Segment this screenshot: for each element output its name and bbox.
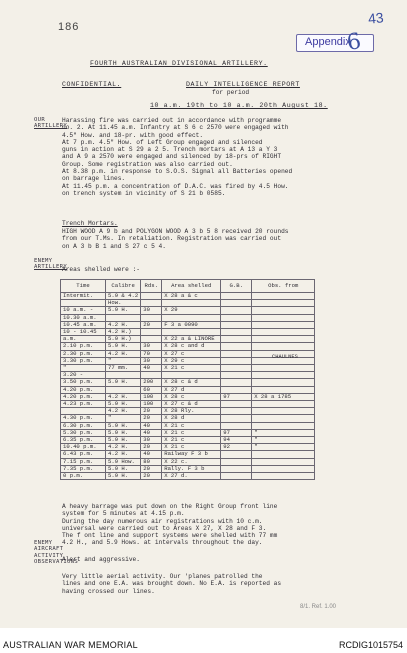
table-cell: X 22 c. <box>162 458 221 465</box>
report-period: 10 a.m. 19th to 10 a.m. 20th August 18. <box>150 102 328 109</box>
table-cell: 4.2 H.) <box>106 329 141 336</box>
table-cell: 5.9 H. <box>106 343 141 350</box>
table-cell: 4.20 p.m. <box>61 393 106 400</box>
table-cell: " <box>106 357 141 364</box>
table-cell: 2.30 p.m. <box>61 350 106 357</box>
table-cell: 30 <box>141 307 162 314</box>
table-cell <box>221 336 252 343</box>
table-cell <box>221 350 252 357</box>
table-cell: 4.23 p.m. <box>61 401 106 408</box>
table-row <box>61 321 315 328</box>
table-cell <box>221 321 252 328</box>
table-cell: 5.9 H. <box>106 429 141 436</box>
table-cell: X 28 c and d <box>162 343 221 350</box>
table-cell: 10.45 a.m. <box>61 321 106 328</box>
table-cell <box>221 307 252 314</box>
alert-line: Alert and aggressive. <box>62 556 140 563</box>
table-cell: F 3 a 0090 <box>162 321 221 328</box>
table-cell: " <box>252 444 315 451</box>
table-cell <box>252 293 315 300</box>
table-cell: X 28 a & c <box>162 293 221 300</box>
table-cell: 30 <box>141 357 162 364</box>
table-cell: 20 <box>141 465 162 472</box>
table-cell <box>221 415 252 422</box>
table-cell: 4.2 H. <box>106 321 141 328</box>
table-cell <box>221 357 252 364</box>
table-cell: " <box>252 429 315 436</box>
table-cell: 4.20 p.m. <box>61 386 106 393</box>
table-row <box>61 300 315 307</box>
table-cell <box>252 336 315 343</box>
table-cell <box>252 300 315 307</box>
table-cell <box>252 365 315 372</box>
margin-enemy-artillery: ENEMY ARTILLERY <box>34 258 68 271</box>
table-cell: 3.30 p.m. <box>61 357 106 364</box>
table-cell <box>221 300 252 307</box>
table-cell <box>252 473 315 480</box>
unit-heading: FOURTH AUSTRALIAN DIVISIONAL ARTILLERY. <box>90 60 268 67</box>
table-cell <box>252 415 315 422</box>
table-header-row <box>61 280 315 293</box>
table-cell <box>141 293 162 300</box>
table-cell: 3.50 p.m. <box>61 379 106 386</box>
table-cell: 10.40 p.m. <box>61 444 106 451</box>
table-cell: 100 <box>141 393 162 400</box>
table-cell: X 29 <box>162 307 221 314</box>
table-cell: 30 <box>141 343 162 350</box>
gb-note: CHAULNES <box>272 354 298 360</box>
pencil-note: 8/1. Ref. 1.00 <box>300 604 337 610</box>
table-cell: X 27 d. <box>162 473 221 480</box>
after-table-paragraph: A heavy barrage was put down on the Right Group front line system for 5 minutes at 4.15 p.m. During the day numerous air registrations with 10 c.m. universal were carried out to Areas X 27, X 28 and F 3. The f ont line and support systems were shelled with 77 mm 4.2 H., and 5.9 Hows. at intervals throughout the day. <box>62 503 278 547</box>
table-cell <box>141 329 162 336</box>
margin-enemy-activity: ENEMY AIRCRAFT ACTIVITY OBSERVATIONS <box>34 540 79 566</box>
folio-number-handwritten: 43 <box>367 9 385 27</box>
folio-number: 186 <box>58 21 80 33</box>
table-cell: X 21 c <box>162 437 221 444</box>
table-cell: Rally. F 3 b <box>162 465 221 472</box>
table-cell: 40 <box>141 422 162 429</box>
table-cell: 80 <box>141 458 162 465</box>
table-cell: X 21 c <box>162 422 221 429</box>
our-artillery-paragraph: Harassing fire was carried out in accordance with programme no. 2. At 11.45 a.m. Infantry at S 6 c 2570 were engaged with 4.5" How. and 18-pr. with good effect. At 7 p.m. 4.5" How. of Left Group engaged and silenced guns in action at S 29 a 2 5. Trench mortars at A 13 a Y 3 and A 9 a 2570 were engaged and silenced by 18-prs of RIGHT Group. Some registration was also carried out. At 8.38 p.m. in response to S.O.S. Signal all Batteries opened on barrage lines. At 11.45 p.m. a concentration of D.A.C. was fired by 4.5 How. on trench system in vicinity of S 21 b 0585. <box>62 117 293 197</box>
table-cell: 5.9 H. <box>106 401 141 408</box>
table-cell <box>252 379 315 386</box>
table-row <box>61 415 315 422</box>
table-cell <box>221 458 252 465</box>
table-cell: 100 <box>141 401 162 408</box>
col-time: Time <box>61 280 106 293</box>
table-cell: 77 mm. <box>106 365 141 372</box>
table-cell: 94 <box>221 437 252 444</box>
table-cell: 3.20 - <box>61 372 106 379</box>
trench-mortars-paragraph: HIGH WOOD A 9 b and POLYGON WOOD A 3 b 5 8 received 20 rounds from our T.Ms. In retaliation. Registration was carried out on A 3 b B 1 and S 27 c 5 4. <box>62 228 289 250</box>
table-cell <box>252 451 315 458</box>
table-cell: 70 <box>141 350 162 357</box>
report-title: DAILY INTELLIGENCE REPORT <box>186 81 300 88</box>
table-cell: X 28 d <box>162 415 221 422</box>
table-cell: 60 <box>141 386 162 393</box>
appendix-number: 6 <box>344 28 364 57</box>
table-cell <box>221 372 252 379</box>
table-row <box>61 429 315 436</box>
col-area: Area shelled <box>162 280 221 293</box>
table-cell: 97 <box>221 429 252 436</box>
classification: CONFIDENTIAL. <box>62 81 122 88</box>
table-cell: 20 <box>141 408 162 415</box>
col-obs: Obs. from <box>252 280 315 293</box>
table-cell: 10.30 a.m. <box>61 314 106 321</box>
table-cell <box>252 458 315 465</box>
table-cell: X 21 c <box>162 444 221 451</box>
table-cell: 6.35 p.m. <box>61 437 106 444</box>
table-cell: 10 a.m. - <box>61 307 106 314</box>
table-cell: 7.15 p.m. <box>61 458 106 465</box>
table-cell: X 28 c & d <box>162 379 221 386</box>
report-subtitle: for period <box>212 89 250 96</box>
table-cell: Railway F 3 b <box>162 451 221 458</box>
table-cell <box>252 422 315 429</box>
table-row <box>61 293 315 300</box>
table-cell: 20 <box>141 415 162 422</box>
table-cell <box>221 465 252 472</box>
table-cell <box>221 293 252 300</box>
table-cell <box>252 408 315 415</box>
margin-our-artillery: OUR ARTILLERY <box>34 117 68 130</box>
table-cell <box>221 365 252 372</box>
table-cell: 4.2 H. <box>106 408 141 415</box>
table-cell: 97 <box>221 393 252 400</box>
table-body <box>61 293 315 480</box>
table-cell: 4.2 H. <box>106 444 141 451</box>
table-cell <box>221 314 252 321</box>
table-cell: 5.9 H. <box>106 307 141 314</box>
table-cell: Intermit. <box>61 293 106 300</box>
table-cell: 4.2 H. <box>106 350 141 357</box>
table-cell <box>252 329 315 336</box>
table-cell: 10 - 10.45 <box>61 329 106 336</box>
table-cell: 5.9 H. <box>106 437 141 444</box>
table-cell: 2.10 p.m. <box>61 343 106 350</box>
table-row <box>61 343 315 350</box>
table-cell: 200 <box>141 379 162 386</box>
table-cell: 7.35 p.m. <box>61 465 106 472</box>
table-cell: 5.9 H. <box>106 422 141 429</box>
table-cell: 6.43 p.m. <box>61 451 106 458</box>
table-row <box>61 307 315 314</box>
table-cell: " <box>61 365 106 372</box>
table-cell: 6.30 p.m. <box>61 422 106 429</box>
table-cell: 5.30 p.m. <box>61 429 106 436</box>
table-cell <box>221 451 252 458</box>
table-cell: X 27 d <box>162 386 221 393</box>
col-gb: G.B. <box>221 280 252 293</box>
footer-archive-name: AUSTRALIAN WAR MEMORIAL <box>3 640 138 650</box>
table-cell: 0 p.m. <box>61 473 106 480</box>
table-row <box>61 408 315 415</box>
table-cell: X 21 c <box>162 365 221 372</box>
trench-mortars-heading: Trench Mortars. <box>62 220 118 227</box>
table-cell <box>252 321 315 328</box>
table-cell <box>221 379 252 386</box>
table-row <box>61 422 315 429</box>
table-cell: X 27 c & d <box>162 401 221 408</box>
table-cell: 30 <box>141 437 162 444</box>
areas-intro: Areas shelled were :- <box>62 266 140 273</box>
table-cell: 5.9 H. <box>106 473 141 480</box>
table-cell <box>252 465 315 472</box>
table-cell: a.m. <box>61 336 106 343</box>
footer-record-id: RCDIG1015754 <box>338 640 403 650</box>
table-row <box>61 473 315 480</box>
areas-shelled-table <box>60 279 315 480</box>
table-cell: 40 <box>141 365 162 372</box>
aerial-paragraph: Very little aerial activity. Our 'planes patrolled the lines and one E.A. was brought down. No E.A. is reported as having crossed our lines. <box>62 573 282 595</box>
table-cell: 4.2 H. <box>106 393 141 400</box>
table-cell: 4.30 p.m. <box>61 415 106 422</box>
table-cell: X 29 c <box>162 357 221 364</box>
table-row <box>61 437 315 444</box>
table-cell: X 28 a 1785 <box>252 393 315 400</box>
table-cell: 92 <box>221 444 252 451</box>
table-cell: 20 <box>141 473 162 480</box>
table-cell <box>221 473 252 480</box>
table-cell <box>221 401 252 408</box>
table-cell: 20 <box>141 444 162 451</box>
table-cell: 4.2 H. <box>106 451 141 458</box>
table-cell: " <box>106 415 141 422</box>
table-cell <box>221 343 252 350</box>
table-cell: 40 <box>141 451 162 458</box>
table-row <box>61 379 315 386</box>
table-cell <box>252 372 315 379</box>
table-row <box>61 365 315 372</box>
table-cell: X 21 c <box>162 429 221 436</box>
col-calibre: Calibre <box>106 280 141 293</box>
table-cell: 40 <box>141 429 162 436</box>
table-cell: 5.9 H.) <box>106 336 141 343</box>
table-cell: X 27 c <box>162 350 221 357</box>
table-cell: X 22 a & LINORE <box>162 336 221 343</box>
table-cell <box>221 408 252 415</box>
table-cell <box>252 343 315 350</box>
stamp-text: Appendix <box>305 36 351 48</box>
table-cell <box>252 314 315 321</box>
table-cell: 5.9 & 4.2 <box>106 293 141 300</box>
col-rounds: Rds. <box>141 280 162 293</box>
table-cell: How. <box>106 300 141 307</box>
table-cell <box>252 401 315 408</box>
table-cell: X 28 c <box>162 393 221 400</box>
table-cell: 20 <box>141 321 162 328</box>
table-cell <box>252 307 315 314</box>
table-cell: 5.9 H. <box>106 465 141 472</box>
table-cell <box>221 329 252 336</box>
table-cell: " <box>252 437 315 444</box>
table-cell: 5.9 How. <box>106 458 141 465</box>
table-cell: X 28 Rly. <box>162 408 221 415</box>
table-cell: 5.9 H. <box>106 379 141 386</box>
